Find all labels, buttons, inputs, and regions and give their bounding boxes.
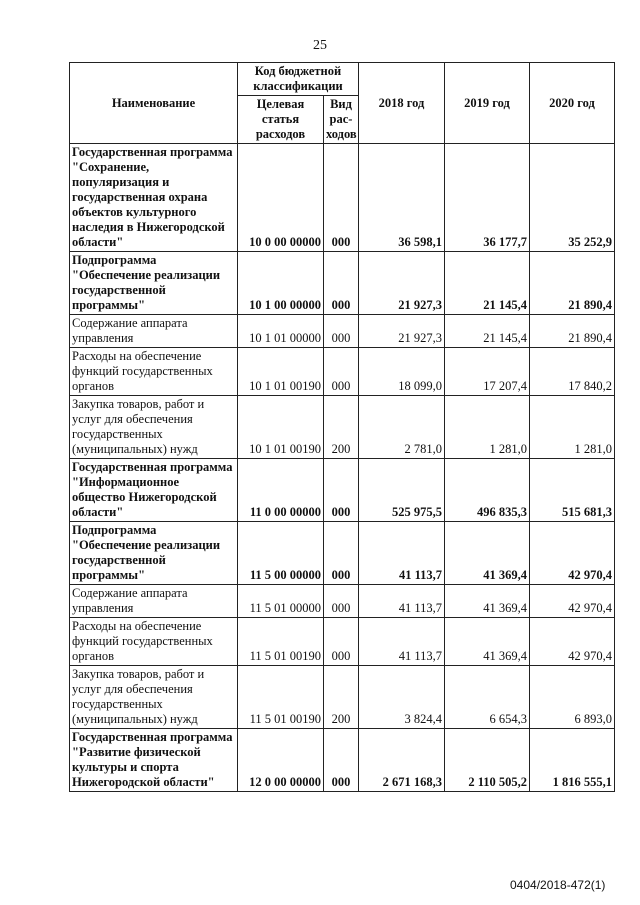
cell-expense-kind: 000: [324, 729, 359, 792]
cell-expense-kind: 000: [324, 252, 359, 315]
cell-name: Государственная программа "Информационное общество Нижегородской области": [70, 459, 238, 522]
cell-target-article: 10 1 01 00190: [238, 348, 324, 396]
table-row: [70, 618, 615, 666]
cell-target-article: 12 0 00 00000: [238, 729, 324, 792]
cell-2019: 1 281,0: [445, 396, 530, 459]
cell-2019: 2 110 505,2: [445, 729, 530, 792]
header-2020: 2020 год: [530, 63, 615, 144]
cell-target-article: 11 5 01 00190: [238, 618, 324, 666]
cell-2019: 21 145,4: [445, 252, 530, 315]
cell-target-article: 10 0 00 00000: [238, 144, 324, 252]
cell-2019: 6 654,3: [445, 666, 530, 729]
table-row: [70, 522, 615, 585]
table-row: [70, 666, 615, 729]
cell-target-article: 10 1 00 00000: [238, 252, 324, 315]
cell-target-article: 11 0 00 00000: [238, 459, 324, 522]
cell-2019: 496 835,3: [445, 459, 530, 522]
cell-2018: 41 113,7: [359, 585, 445, 618]
cell-name: Закупка товаров, работ и услуг для обеспечения государственных (муниципальных) нужд: [70, 396, 238, 459]
header-code-group: Код бюджетной классификации: [238, 63, 359, 96]
header-name: Наименование: [70, 63, 238, 144]
cell-2018: 2 781,0: [359, 396, 445, 459]
cell-2018: 21 927,3: [359, 315, 445, 348]
cell-expense-kind: 200: [324, 396, 359, 459]
table-row: [70, 729, 615, 792]
document-code: 0404/2018-472(1): [510, 878, 606, 892]
cell-target-article: 10 1 01 00000: [238, 315, 324, 348]
cell-2020: 515 681,3: [530, 459, 615, 522]
cell-name: Закупка товаров, работ и услуг для обеспечения государственных (муниципальных) нужд: [70, 666, 238, 729]
cell-name: Государственная программа "Развитие физической культуры и спорта Нижегородской области": [70, 729, 238, 792]
cell-name: Государственная программа "Сохранение, популяризация и государственная охрана объектов культурного наследия в Нижегородской области": [70, 144, 238, 252]
cell-2018: 18 099,0: [359, 348, 445, 396]
cell-expense-kind: 000: [324, 315, 359, 348]
cell-2020: 42 970,4: [530, 522, 615, 585]
cell-2018: 2 671 168,3: [359, 729, 445, 792]
cell-2020: 1 816 555,1: [530, 729, 615, 792]
table-row: [70, 459, 615, 522]
budget-table: [69, 62, 615, 792]
table-row: [70, 348, 615, 396]
cell-name: Расходы на обеспечение функций государственных органов: [70, 618, 238, 666]
header-2018: 2018 год: [359, 63, 445, 144]
header-2019: 2019 год: [445, 63, 530, 144]
cell-2018: 36 598,1: [359, 144, 445, 252]
cell-2018: 21 927,3: [359, 252, 445, 315]
cell-target-article: 11 5 00 00000: [238, 522, 324, 585]
cell-expense-kind: 000: [324, 459, 359, 522]
cell-target-article: 11 5 01 00190: [238, 666, 324, 729]
table-row: [70, 144, 615, 252]
cell-2020: 42 970,4: [530, 618, 615, 666]
cell-name: Расходы на обеспечение функций государственных органов: [70, 348, 238, 396]
cell-2020: 1 281,0: [530, 396, 615, 459]
cell-2018: 525 975,5: [359, 459, 445, 522]
cell-expense-kind: 200: [324, 666, 359, 729]
cell-target-article: 11 5 01 00000: [238, 585, 324, 618]
cell-name: Подпрограмма "Обеспечение реализации государственной программы": [70, 522, 238, 585]
cell-2020: 21 890,4: [530, 315, 615, 348]
cell-2020: 42 970,4: [530, 585, 615, 618]
cell-2020: 35 252,9: [530, 144, 615, 252]
cell-2019: 21 145,4: [445, 315, 530, 348]
cell-2020: 6 893,0: [530, 666, 615, 729]
cell-target-article: 10 1 01 00190: [238, 396, 324, 459]
cell-expense-kind: 000: [324, 348, 359, 396]
cell-2019: 41 369,4: [445, 522, 530, 585]
cell-name: Содержание аппарата управления: [70, 315, 238, 348]
header-expense-kind: Вид рас-ходов: [324, 96, 359, 144]
cell-2018: 41 113,7: [359, 522, 445, 585]
cell-2019: 36 177,7: [445, 144, 530, 252]
table-row: [70, 252, 615, 315]
cell-2018: 3 824,4: [359, 666, 445, 729]
cell-2020: 17 840,2: [530, 348, 615, 396]
cell-name: Подпрограмма "Обеспечение реализации государственной программы": [70, 252, 238, 315]
cell-2019: 41 369,4: [445, 585, 530, 618]
cell-2018: 41 113,7: [359, 618, 445, 666]
cell-2019: 17 207,4: [445, 348, 530, 396]
table-body: [70, 144, 615, 792]
page-number: 25: [313, 38, 327, 53]
cell-expense-kind: 000: [324, 618, 359, 666]
table-row: [70, 585, 615, 618]
cell-expense-kind: 000: [324, 585, 359, 618]
table-row: [70, 396, 615, 459]
cell-expense-kind: 000: [324, 522, 359, 585]
header-target-article: Целевая статья расходов: [238, 96, 324, 144]
cell-2019: 41 369,4: [445, 618, 530, 666]
cell-expense-kind: 000: [324, 144, 359, 252]
table-row: [70, 315, 615, 348]
cell-name: Содержание аппарата управления: [70, 585, 238, 618]
cell-2020: 21 890,4: [530, 252, 615, 315]
